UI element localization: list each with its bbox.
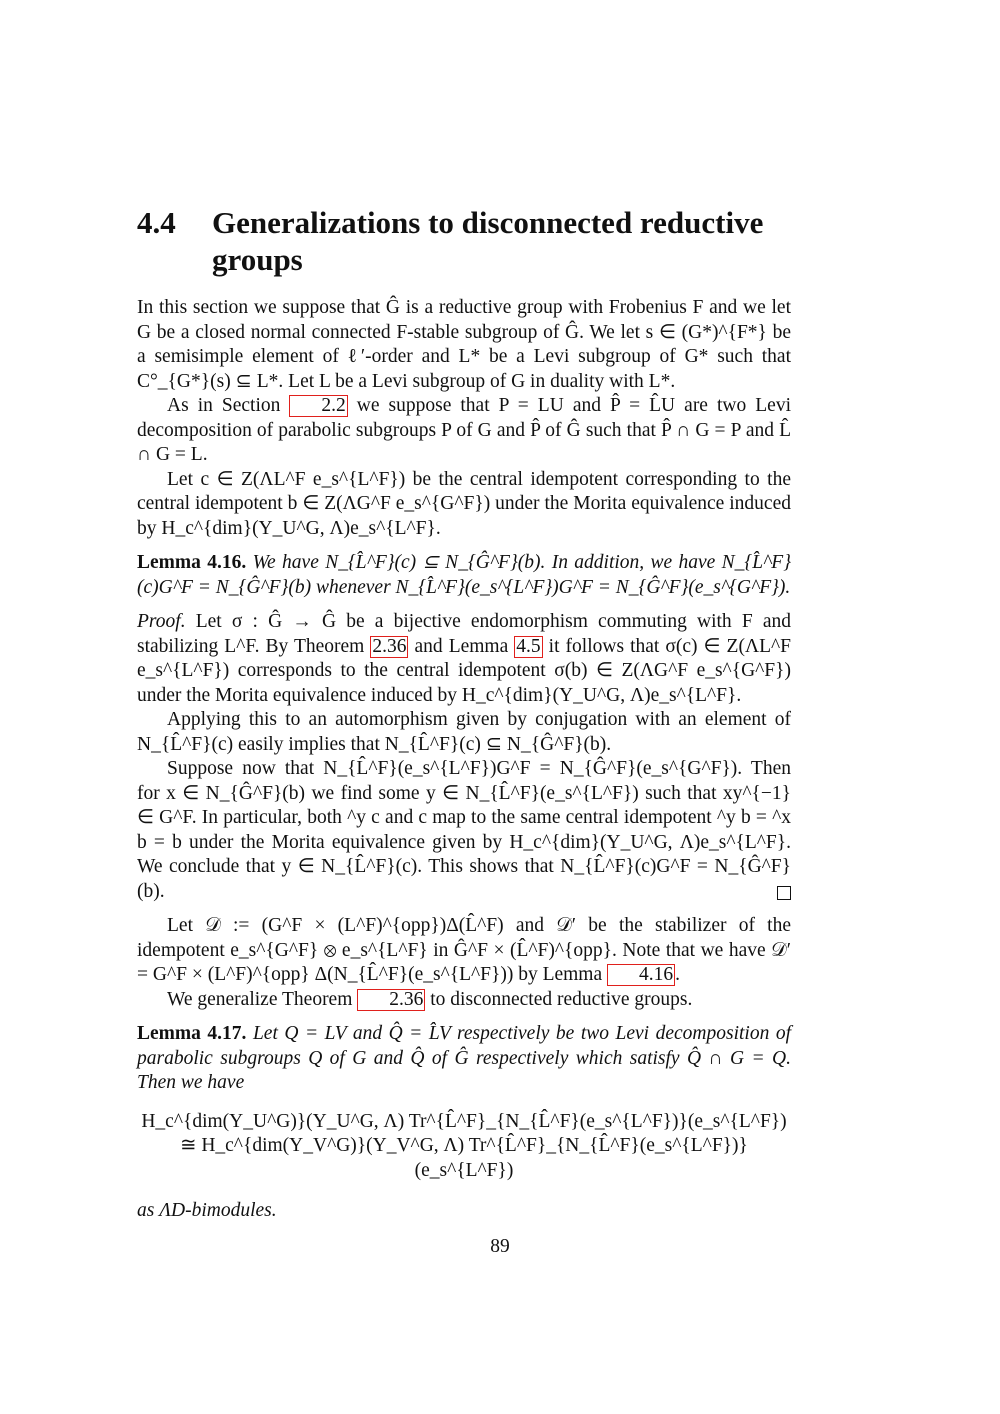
paragraph-generalize: We generalize Theorem 2.36 to disconnected reductive groups.: [167, 988, 693, 1010]
paragraph-intro: In this section we suppose that Ĝ is a reductive group with Frobenius F and we let G be a closed normal connected F-stable subgroup of Ĝ. We let s ∈ (G*)^{F*} be a semisimple element of ℓ′-order and L* be a Levi subgroup of G* such that C°_{G*}(s) ⊆ L*. Let L be a Levi subgroup of G in duality with L*.: [137, 297, 791, 392]
lemma-4-16-ref-link[interactable]: 4.16: [607, 964, 675, 986]
proof-paragraph-2: Applying this to an automorphism given by conjugation with an element of N_{L̂^F}(c) easily implies that N_{L̂^F}(c) ⊆ N_{Ĝ^F}(b).: [137, 709, 791, 755]
proof-label: Proof.: [137, 611, 186, 632]
lemma-statement: We have N_{L̂^F}(c) ⊆ N_{Ĝ^F}(b). In addition, we have N_{L̂^F}(c)G^F = N_{Ĝ^F}(b) whenever N_{L̂^F}(e_s^{L^F})G^F = N_{Ĝ^F}(e_s^{G^F}).: [137, 552, 791, 598]
lemma-statement: Let Q = LV and Q̂ = L̂V respectively be two Levi decomposition of parabolic subgroups Q of G and Q̂ of Ĝ respectively which satisfy Q̂ ∩ G = Q. Then we have: [137, 1023, 792, 1093]
lemma-ref-link[interactable]: 4.5: [516, 635, 541, 657]
display-equation: H_c^{dim(Y_U^G)}(Y_U^G, Λ) Tr^{L̂^F}_{N_{L̂^F}(e_s^{L^F})}(e_s^{L^F}) ≅ H_c^{dim(Y_V^G)}(Y_V^G, Λ) Tr^{L̂^F}_{N_{L̂^F}(e_s^{L^F})}(e_s^{L^F}): [141, 1110, 787, 1181]
proof-paragraph-3: Suppose now that N_{L̂^F}(e_s^{L^F})G^F = N_{Ĝ^F}(e_s^{G^F}). Then for x ∈ N_{Ĝ^F}(b) we find some y ∈ N_{L̂^F}(e_s^{L^F}) such that xy^{−1} ∈ G^F. In particular, both ^y c and c map to the same central idempotent ^y b = ^x b = b under the Morita equivalence given by H_c^{dim}(Y_U^G, Λ)e_s^{L^F}. We conclude that y ∈ N_{L̂^F}(c). This shows that N_{L̂^F}(c)G^F = N_{Ĝ^F}(b).: [137, 758, 791, 902]
lemma-label: Lemma 4.16.: [137, 552, 247, 573]
section-number: 4.4: [137, 205, 176, 240]
paragraph-levi: As in Section 2.2 we suppose that P = LU and P̂ = L̂U are two Levi decomposition of parabolic subgroups P of G and P̂ of Ĝ such that P̂ ∩ G = P and L̂ ∩ G = L.: [137, 395, 791, 465]
lemma-label: Lemma 4.17.: [137, 1023, 247, 1044]
theorem-2-36-ref-link[interactable]: 2.36: [357, 989, 425, 1011]
section-title: Generalizations to disconnected reductive groups: [212, 205, 764, 277]
lemma-closing: as ΛD-bimodules.: [137, 1200, 277, 1221]
proof-paragraph-1: Proof. Let σ : Ĝ → Ĝ be a bijective endomorphism commuting with F and stabilizing L^F. By Theorem 2.36 and Lemma 4.5 it follows that σ(c) ∈ Z(ΛL^F e_s^{L^F}) corresponds to the central idempotent σ(b) ∈ Z(ΛG^F e_s^{G^F}) under the Morita equivalence induced by H_c^{dim}(Y_U^G, Λ)e_s^{L^F}.: [137, 611, 791, 706]
body-text: [137, 296, 791, 1224]
paragraph-stabilizer: Let 𝒟 := (G^F × (L^F)^{opp})Δ(L̂^F) and 𝒟′ be the stabilizer of the idempotent e_s^{G^F} ⊗ e_s^{L^F} in Ĝ^F × (L̂^F)^{opp}. Note that we have 𝒟′ = G^F × (L^F)^{opp} Δ(N_{L̂^F}(e_s^{L^F})) by Lemma 4.16 .: [137, 915, 791, 985]
paragraph-idempotent: Let c ∈ Z(ΛL^F e_s^{L^F}) be the central idempotent corresponding to the central idempotent b ∈ Z(ΛG^F e_s^{G^F}) under the Morita equivalence induced by H_c^{dim}(Y_U^G, Λ)e_s^{L^F}.: [137, 468, 791, 539]
section-ref-link[interactable]: 2.2: [289, 395, 347, 417]
lemma-4-16: [137, 551, 791, 600]
theorem-ref-link[interactable]: 2.36: [372, 635, 407, 657]
page-number: 89: [490, 1236, 510, 1257]
lemma-4-17: [137, 1022, 791, 1096]
qed-square-icon: [777, 886, 791, 900]
